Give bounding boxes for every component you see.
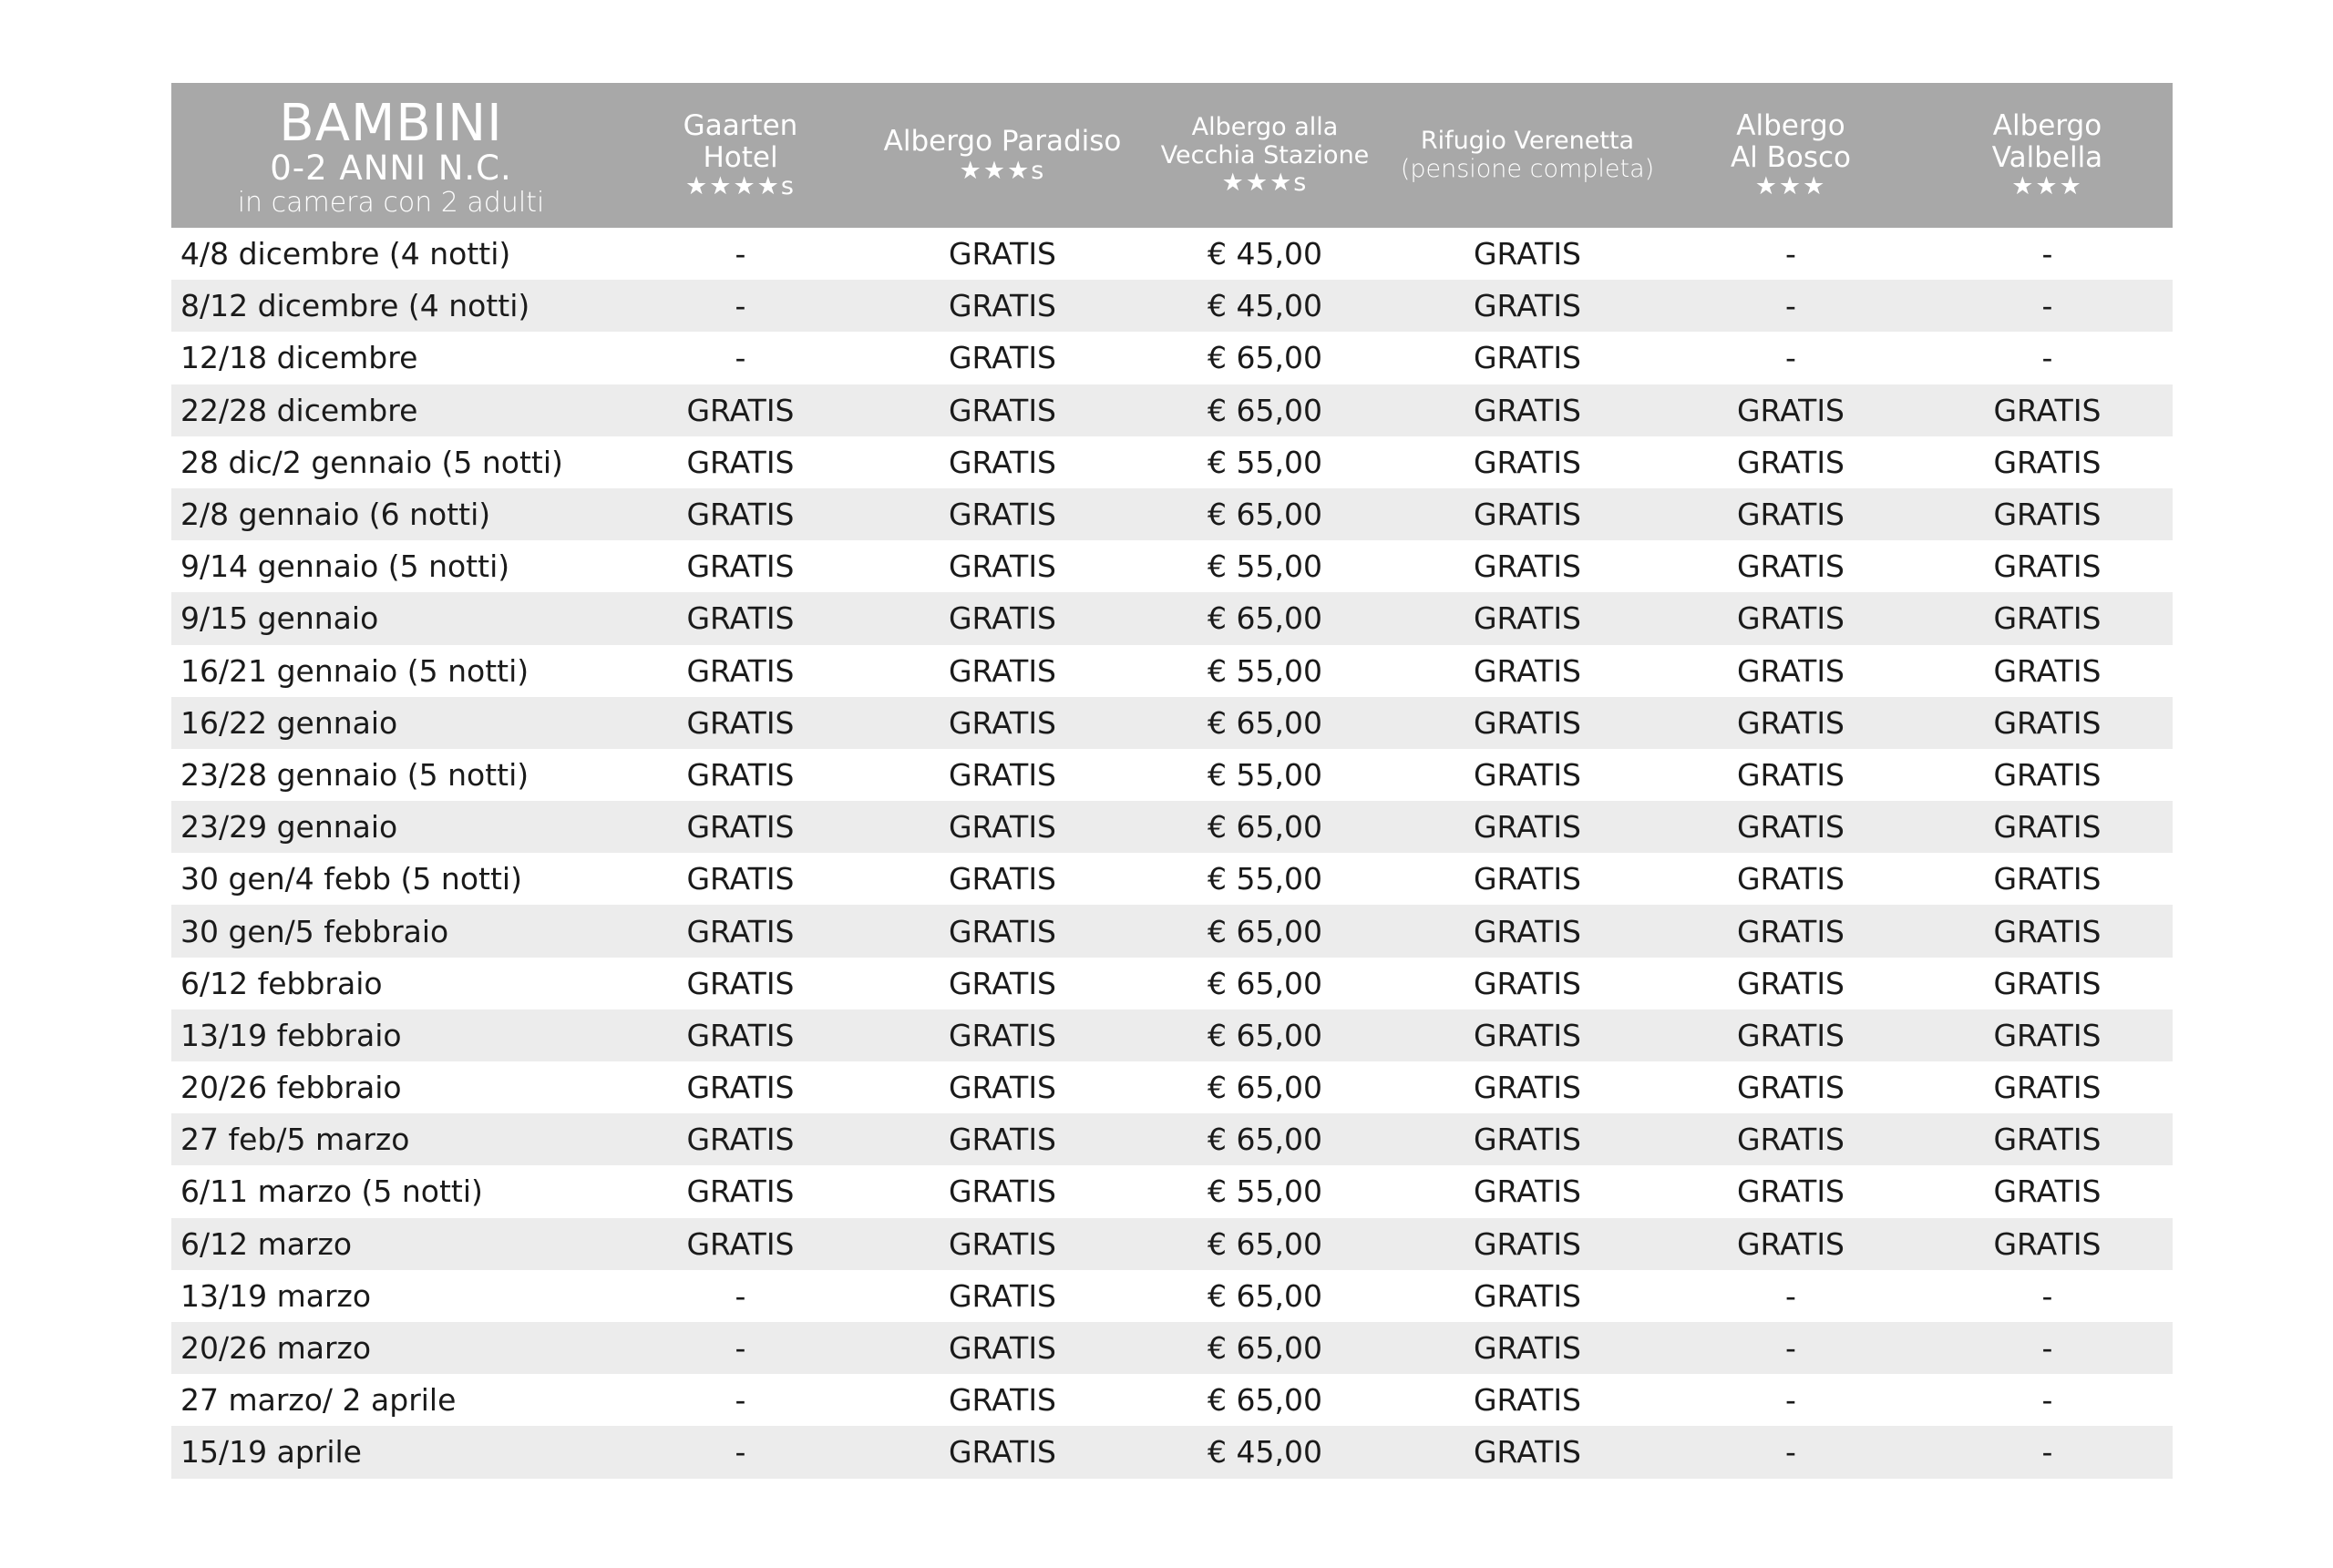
price-cell: GRATIS bbox=[686, 548, 795, 585]
table-row bbox=[171, 1374, 2173, 1426]
price-cell: GRATIS bbox=[686, 965, 795, 1001]
price-cell: GRATIS bbox=[948, 548, 1056, 585]
price-cell: - bbox=[2041, 1330, 2053, 1367]
hotel-name-line1: Albergo bbox=[1736, 108, 1845, 142]
price-cell: GRATIS bbox=[1473, 1173, 1581, 1210]
price-cell: GRATIS bbox=[948, 861, 1056, 897]
price-cell: - bbox=[1785, 236, 1796, 272]
price-cell: GRATIS bbox=[1736, 1173, 1845, 1210]
table-row bbox=[171, 1113, 2173, 1165]
price-cell: GRATIS bbox=[948, 1330, 1056, 1367]
price-cell: GRATIS bbox=[1473, 652, 1581, 689]
period-cell: 6/11 marzo (5 notti) bbox=[180, 1173, 483, 1210]
table-row bbox=[171, 1426, 2173, 1478]
price-cell: GRATIS bbox=[948, 497, 1056, 533]
price-cell: GRATIS bbox=[1993, 756, 2102, 793]
table-header bbox=[171, 83, 2173, 228]
price-cell: GRATIS bbox=[1993, 600, 2102, 637]
price-cell: GRATIS bbox=[1473, 444, 1581, 480]
period-cell: 13/19 febbraio bbox=[180, 1017, 402, 1053]
price-cell: GRATIS bbox=[948, 913, 1056, 949]
price-cell: GRATIS bbox=[1993, 1225, 2102, 1262]
price-cell: GRATIS bbox=[948, 1382, 1056, 1419]
price-cell: € 65,00 bbox=[1208, 497, 1322, 533]
price-cell: GRATIS bbox=[686, 809, 795, 845]
table-row bbox=[171, 645, 2173, 697]
period-cell: 16/22 gennaio bbox=[180, 704, 398, 741]
star-rating-icon: ★★★s bbox=[959, 157, 1046, 186]
hotel-name-line1: Rifugio Verenetta bbox=[1420, 127, 1635, 156]
table-row bbox=[171, 332, 2173, 384]
price-cell: € 65,00 bbox=[1208, 392, 1322, 428]
table-row bbox=[171, 697, 2173, 749]
price-cell: GRATIS bbox=[686, 1017, 795, 1053]
hotel-name-line2: Hotel bbox=[703, 140, 778, 174]
price-cell: GRATIS bbox=[1993, 392, 2102, 428]
star-rating-icon: ★★★ bbox=[1754, 172, 1827, 201]
price-cell: GRATIS bbox=[948, 392, 1056, 428]
price-cell: € 65,00 bbox=[1208, 340, 1322, 376]
price-cell: GRATIS bbox=[1993, 704, 2102, 741]
price-cell: GRATIS bbox=[948, 704, 1056, 741]
price-cell: € 65,00 bbox=[1208, 913, 1322, 949]
period-cell: 15/19 aprile bbox=[180, 1434, 362, 1471]
star-rating-icon: ★★★★s bbox=[685, 172, 796, 201]
hotel-name-line2: Al Bosco bbox=[1730, 140, 1852, 174]
price-cell: GRATIS bbox=[1993, 965, 2102, 1001]
table-row bbox=[171, 592, 2173, 644]
table-row bbox=[171, 384, 2173, 436]
price-cell: € 65,00 bbox=[1208, 1330, 1322, 1367]
header-hotel-vecchia-stazione bbox=[1135, 83, 1395, 228]
hotel-name-line1: Albergo alla bbox=[1191, 113, 1339, 142]
header-category bbox=[171, 83, 611, 228]
table-row bbox=[171, 801, 2173, 853]
hotel-name-line2: Vecchia Stazione bbox=[1160, 140, 1370, 169]
period-cell: 30 gen/5 febbraio bbox=[180, 913, 449, 949]
price-cell: GRATIS bbox=[1736, 809, 1845, 845]
price-cell: € 55,00 bbox=[1208, 1173, 1322, 1210]
header-hotel-paradiso bbox=[870, 83, 1135, 228]
table-row bbox=[171, 1270, 2173, 1322]
price-cell: GRATIS bbox=[1473, 1122, 1581, 1158]
price-cell: - bbox=[735, 288, 746, 324]
period-cell: 23/29 gennaio bbox=[180, 809, 398, 845]
price-cell: - bbox=[2041, 1434, 2053, 1471]
price-cell: GRATIS bbox=[948, 1122, 1056, 1158]
price-cell: € 55,00 bbox=[1208, 548, 1322, 585]
price-cell: GRATIS bbox=[686, 1122, 795, 1158]
price-cell: GRATIS bbox=[1473, 392, 1581, 428]
price-cell: € 55,00 bbox=[1208, 652, 1322, 689]
period-cell: 13/19 marzo bbox=[180, 1277, 372, 1314]
price-cell: GRATIS bbox=[686, 756, 795, 793]
price-cell: - bbox=[1785, 1277, 1796, 1314]
price-cell: GRATIS bbox=[1473, 288, 1581, 324]
price-cell: - bbox=[2041, 288, 2053, 324]
price-cell: GRATIS bbox=[686, 913, 795, 949]
price-cell: GRATIS bbox=[686, 392, 795, 428]
table-row bbox=[171, 958, 2173, 1009]
price-cell: GRATIS bbox=[1473, 1017, 1581, 1053]
table-row bbox=[171, 488, 2173, 540]
table-row bbox=[171, 1009, 2173, 1061]
price-cell: GRATIS bbox=[1473, 756, 1581, 793]
price-cell: GRATIS bbox=[686, 444, 795, 480]
price-cell: - bbox=[735, 1330, 746, 1367]
table-row bbox=[171, 540, 2173, 592]
price-cell: GRATIS bbox=[1473, 965, 1581, 1001]
hotel-name-line1: Albergo bbox=[1992, 108, 2102, 142]
header-category-note: in camera con 2 adulti bbox=[237, 186, 545, 219]
price-cell: GRATIS bbox=[1473, 809, 1581, 845]
table-row bbox=[171, 228, 2173, 280]
price-cell: GRATIS bbox=[1993, 1173, 2102, 1210]
price-cell: GRATIS bbox=[1473, 340, 1581, 376]
price-cell: GRATIS bbox=[1736, 1017, 1845, 1053]
price-cell: GRATIS bbox=[948, 600, 1056, 637]
price-cell: - bbox=[1785, 340, 1796, 376]
price-cell: GRATIS bbox=[1993, 1017, 2102, 1053]
price-cell: - bbox=[735, 236, 746, 272]
price-table bbox=[171, 83, 2173, 1479]
header-hotel-valbella bbox=[1922, 83, 2173, 228]
table-row bbox=[171, 280, 2173, 332]
header-category-title: BAMBINI bbox=[279, 93, 503, 153]
price-cell: GRATIS bbox=[948, 652, 1056, 689]
header-hotel-verenetta bbox=[1395, 83, 1660, 228]
price-cell: GRATIS bbox=[948, 1070, 1056, 1106]
price-cell: GRATIS bbox=[948, 288, 1056, 324]
price-cell: GRATIS bbox=[1736, 965, 1845, 1001]
price-cell: GRATIS bbox=[1473, 1382, 1581, 1419]
period-cell: 2/8 gennaio (6 notti) bbox=[180, 497, 491, 533]
price-cell: GRATIS bbox=[1736, 652, 1845, 689]
price-cell: GRATIS bbox=[1736, 392, 1845, 428]
period-cell: 27 marzo/ 2 aprile bbox=[180, 1382, 457, 1419]
price-cell: GRATIS bbox=[1736, 704, 1845, 741]
price-cell: GRATIS bbox=[1473, 1277, 1581, 1314]
price-cell: GRATIS bbox=[1473, 600, 1581, 637]
price-cell: € 45,00 bbox=[1208, 1434, 1322, 1471]
price-cell: GRATIS bbox=[1993, 1070, 2102, 1106]
price-cell: GRATIS bbox=[1736, 1070, 1845, 1106]
price-cell: € 45,00 bbox=[1208, 288, 1322, 324]
price-cell: GRATIS bbox=[948, 1277, 1056, 1314]
price-cell: € 65,00 bbox=[1208, 1070, 1322, 1106]
hotel-name-line2: Valbella bbox=[1991, 140, 2103, 174]
price-cell: GRATIS bbox=[1473, 1070, 1581, 1106]
price-cell: € 65,00 bbox=[1208, 1382, 1322, 1419]
price-cell: GRATIS bbox=[948, 1017, 1056, 1053]
price-cell: GRATIS bbox=[1473, 861, 1581, 897]
period-cell: 6/12 febbraio bbox=[180, 965, 383, 1001]
price-cell: GRATIS bbox=[686, 1173, 795, 1210]
star-rating-icon: ★★★s bbox=[1221, 168, 1309, 197]
hotel-name-line1: Albergo Paradiso bbox=[883, 125, 1122, 159]
price-cell: GRATIS bbox=[1993, 1122, 2102, 1158]
period-cell: 28 dic/2 gennaio (5 notti) bbox=[180, 444, 563, 480]
price-cell: GRATIS bbox=[1736, 756, 1845, 793]
price-cell: GRATIS bbox=[686, 1070, 795, 1106]
price-cell: € 65,00 bbox=[1208, 1225, 1322, 1262]
period-cell: 22/28 dicembre bbox=[180, 392, 418, 428]
price-cell: GRATIS bbox=[948, 1173, 1056, 1210]
price-cell: GRATIS bbox=[686, 652, 795, 689]
header-category-age: 0-2 ANNI N.C. bbox=[270, 149, 512, 189]
price-cell: GRATIS bbox=[686, 704, 795, 741]
price-cell: € 65,00 bbox=[1208, 809, 1322, 845]
period-cell: 23/28 gennaio (5 notti) bbox=[180, 756, 529, 793]
price-cell: - bbox=[1785, 1434, 1796, 1471]
price-cell: GRATIS bbox=[1473, 236, 1581, 272]
period-cell: 30 gen/4 febb (5 notti) bbox=[180, 861, 522, 897]
price-cell: GRATIS bbox=[948, 236, 1056, 272]
price-cell: GRATIS bbox=[1473, 913, 1581, 949]
star-rating-icon: ★★★ bbox=[2011, 172, 2083, 201]
price-cell: GRATIS bbox=[686, 600, 795, 637]
price-cell: GRATIS bbox=[1736, 600, 1845, 637]
table-row bbox=[171, 1165, 2173, 1217]
price-cell: GRATIS bbox=[948, 1434, 1056, 1471]
price-cell: GRATIS bbox=[1993, 652, 2102, 689]
price-cell: GRATIS bbox=[1473, 1330, 1581, 1367]
price-cell: GRATIS bbox=[948, 965, 1056, 1001]
price-cell: GRATIS bbox=[1993, 497, 2102, 533]
price-cell: GRATIS bbox=[1473, 1434, 1581, 1471]
price-cell: - bbox=[1785, 1330, 1796, 1367]
period-cell: 9/15 gennaio bbox=[180, 600, 379, 637]
period-cell: 12/18 dicembre bbox=[180, 340, 418, 376]
table-row bbox=[171, 749, 2173, 801]
price-cell: € 45,00 bbox=[1208, 236, 1322, 272]
price-cell: GRATIS bbox=[1473, 704, 1581, 741]
table-row bbox=[171, 1218, 2173, 1270]
price-cell: - bbox=[2041, 340, 2053, 376]
table-row bbox=[171, 1322, 2173, 1374]
price-cell: GRATIS bbox=[686, 1225, 795, 1262]
price-cell: € 55,00 bbox=[1208, 756, 1322, 793]
price-cell: - bbox=[735, 1382, 746, 1419]
period-cell: 27 feb/5 marzo bbox=[180, 1122, 410, 1158]
header-hotel-gaarten bbox=[611, 83, 870, 228]
period-cell: 8/12 dicembre (4 notti) bbox=[180, 288, 530, 324]
price-cell: - bbox=[1785, 1382, 1796, 1419]
price-cell: GRATIS bbox=[686, 861, 795, 897]
price-cell: GRATIS bbox=[1736, 913, 1845, 949]
price-cell: € 65,00 bbox=[1208, 704, 1322, 741]
header-hotel-al-bosco bbox=[1660, 83, 1922, 228]
price-cell: GRATIS bbox=[948, 756, 1056, 793]
price-cell: GRATIS bbox=[1736, 444, 1845, 480]
price-cell: € 55,00 bbox=[1208, 861, 1322, 897]
hotel-name-line2: (pensione completa) bbox=[1400, 154, 1655, 183]
table-row bbox=[171, 905, 2173, 957]
price-cell: - bbox=[1785, 288, 1796, 324]
price-cell: € 65,00 bbox=[1208, 1122, 1322, 1158]
price-cell: - bbox=[735, 1277, 746, 1314]
price-cell: - bbox=[2041, 1277, 2053, 1314]
price-cell: € 65,00 bbox=[1208, 965, 1322, 1001]
hotel-name-line1: Gaarten bbox=[683, 108, 798, 142]
period-cell: 20/26 marzo bbox=[180, 1330, 372, 1367]
price-cell: € 55,00 bbox=[1208, 444, 1322, 480]
period-cell: 9/14 gennaio (5 notti) bbox=[180, 548, 510, 585]
price-cell: - bbox=[2041, 1382, 2053, 1419]
price-cell: - bbox=[2041, 236, 2053, 272]
period-cell: 4/8 dicembre (4 notti) bbox=[180, 236, 511, 272]
price-cell: GRATIS bbox=[1736, 548, 1845, 585]
price-cell: GRATIS bbox=[948, 444, 1056, 480]
period-cell: 16/21 gennaio (5 notti) bbox=[180, 652, 529, 689]
table-row bbox=[171, 1061, 2173, 1113]
price-cell: GRATIS bbox=[1993, 444, 2102, 480]
price-cell: GRATIS bbox=[1473, 548, 1581, 585]
price-cell: GRATIS bbox=[686, 497, 795, 533]
price-cell: € 65,00 bbox=[1208, 600, 1322, 637]
table-body bbox=[171, 228, 2173, 1479]
price-cell: GRATIS bbox=[1473, 497, 1581, 533]
price-cell: GRATIS bbox=[1993, 548, 2102, 585]
price-cell: GRATIS bbox=[1736, 861, 1845, 897]
table-row bbox=[171, 853, 2173, 905]
price-cell: € 65,00 bbox=[1208, 1017, 1322, 1053]
price-cell: GRATIS bbox=[1993, 861, 2102, 897]
price-cell: GRATIS bbox=[1473, 1225, 1581, 1262]
price-cell: GRATIS bbox=[1736, 497, 1845, 533]
price-cell: GRATIS bbox=[948, 809, 1056, 845]
price-cell: GRATIS bbox=[948, 1225, 1056, 1262]
price-cell: - bbox=[735, 1434, 746, 1471]
table-row bbox=[171, 436, 2173, 488]
price-cell: GRATIS bbox=[948, 340, 1056, 376]
period-cell: 20/26 febbraio bbox=[180, 1070, 402, 1106]
price-cell: - bbox=[735, 340, 746, 376]
price-cell: GRATIS bbox=[1736, 1122, 1845, 1158]
price-cell: GRATIS bbox=[1993, 809, 2102, 845]
price-cell: GRATIS bbox=[1993, 913, 2102, 949]
price-cell: GRATIS bbox=[1736, 1225, 1845, 1262]
period-cell: 6/12 marzo bbox=[180, 1225, 353, 1262]
price-cell: € 65,00 bbox=[1208, 1277, 1322, 1314]
